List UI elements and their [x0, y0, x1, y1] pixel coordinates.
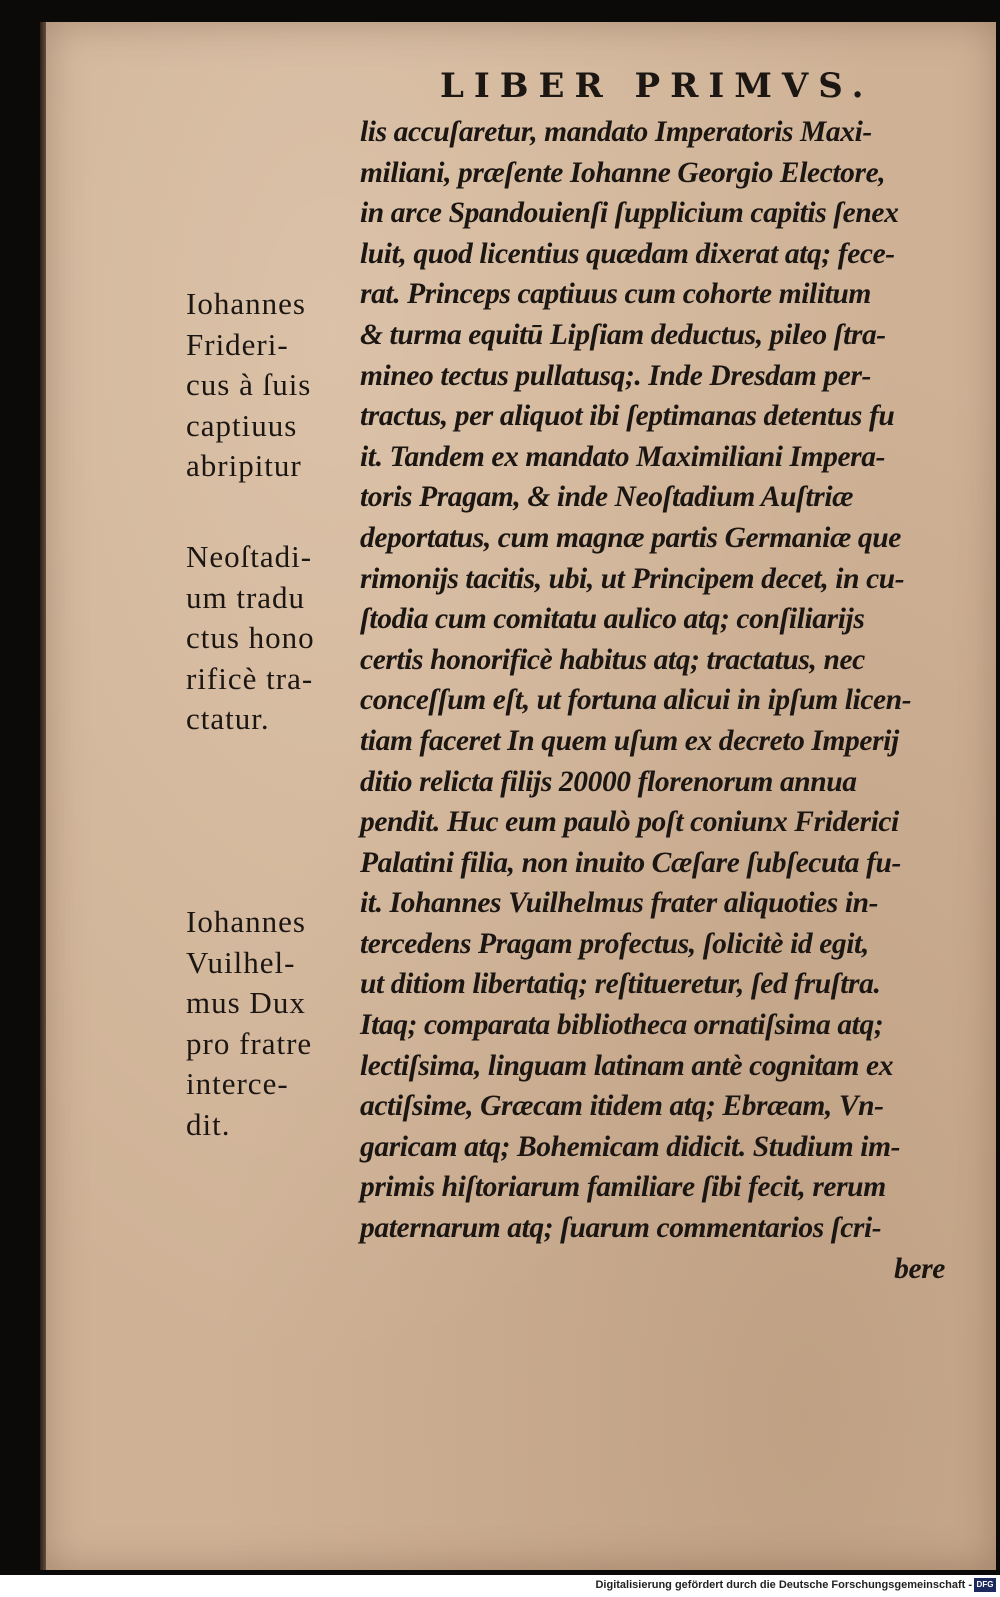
text-line: lectiſsima, linguam latinam antè cognitam ex: [360, 1049, 894, 1082]
text-line: primis hiſtoriarum familiare ſibi fecit, rerum: [360, 1171, 886, 1204]
marginal-note-line: um tradu: [186, 579, 306, 615]
marginal-note-line: Vuilhel-: [186, 944, 296, 980]
marginal-note-line: dit.: [186, 1106, 231, 1142]
text-line: garicam atq; Bohemicam didicit. Studium im-: [360, 1130, 901, 1163]
marginal-note-neostadium: [186, 537, 358, 740]
funding-credit: Digitalisierung gefördert durch die Deutsche Forschungsgemeinschaft -: [595, 1579, 972, 1591]
text-line: tercedens Pragam profectus, ſolicitè id egit,: [360, 927, 869, 960]
text-line: tiam faceret In quem uſum ex decreto Imperij: [360, 724, 899, 757]
marginal-note-line: Iohannes: [186, 904, 306, 939]
text-line: luit, quod licentius quædam dixerat atq; fece-: [360, 237, 895, 270]
text-line: ſtodia cum comitatu aulico atq; conſiliarijs: [360, 603, 865, 636]
text-line: actiſsime, Græcam itidem atq; Ebræam, Vn-: [360, 1090, 884, 1123]
text-line: Palatini filia, non inuito Cæſare ſubſecuta fu-: [360, 846, 901, 879]
text-line: tractus, per aliquot ibi ſeptimanas detentus fu: [360, 400, 895, 433]
text-line: & turma equitū Lipſiam deductus, pileo ſtra-: [360, 318, 886, 351]
text-line: conceſſum eſt, ut fortuna alicui in ipſum licen-: [360, 684, 912, 717]
marginal-note-line: mus Dux: [186, 985, 306, 1021]
marginal-note-line: interce-: [186, 1066, 289, 1102]
running-head: LIBER PRIMVS.: [440, 66, 874, 106]
marginal-note-line: Neoſtadi-: [186, 539, 313, 574]
marginal-note-line: cus à ſuis: [186, 367, 312, 403]
marginal-note-line: Frideri-: [186, 326, 289, 362]
main-text-block: [360, 112, 945, 1289]
text-line: pendit. Huc eum paulò poſt coniunx Friderici: [360, 806, 899, 839]
marginal-note-line: abripitur: [186, 448, 302, 484]
text-line: it. Iohannes Vuilhelmus frater aliquoties in-: [360, 887, 879, 920]
marginal-note-line: Iohannes: [186, 286, 306, 321]
marginal-note-line: pro fratre: [186, 1025, 313, 1061]
text-line: lis accuſaretur, mandato Imperatoris Maxi-: [360, 116, 872, 148]
digitization-footer: [0, 1575, 1000, 1597]
marginal-note-line: ctus hono: [186, 620, 315, 656]
text-line: Itaq; comparata bibliotheca ornatiſsima atq;: [360, 1009, 884, 1042]
dfg-logo: DFG: [974, 1578, 996, 1592]
text-line: ditio relicta filijs 20000 florenorum annua: [360, 765, 857, 798]
marginal-note-line: ctatur.: [186, 701, 270, 737]
text-line: rimonijs tacitis, ubi, ut Principem decet, in cu-: [360, 562, 905, 595]
text-line: certis honorificè habitus atq; tractatus, nec: [360, 643, 865, 676]
text-line: toris Pragam, & inde Neoſtadium Auſtriæ: [360, 481, 854, 514]
marginal-note-johannes-wilhelmus: [186, 902, 358, 1146]
text-line: ut ditiom libertatiq; reſtitueretur, ſed fruſtra.: [360, 968, 881, 1001]
text-line: deportatus, cum magnæ partis Germaniæ que: [360, 521, 901, 554]
text-line: rat. Princeps captiuus cum cohorte militum: [360, 278, 871, 311]
text-line: mineo tectus pullatusq;. Inde Dresdam per-: [360, 359, 871, 392]
marginal-note-johannes-fridericus: [186, 284, 358, 487]
text-line: miliani, præſente Iohanne Georgio Electore,: [360, 156, 886, 189]
text-line: it. Tandem ex mandato Maximiliani Impera-: [360, 440, 886, 473]
marginal-note-line: captiuus: [186, 407, 298, 443]
text-line: paternarum atq; ſuarum commentarios ſcri-: [360, 1212, 882, 1245]
text-line: in arce Spandouienſi ſupplicium capitis ſenex: [360, 197, 899, 230]
marginal-note-line: rificè tra-: [186, 660, 314, 696]
catchword: bere: [894, 1252, 945, 1285]
